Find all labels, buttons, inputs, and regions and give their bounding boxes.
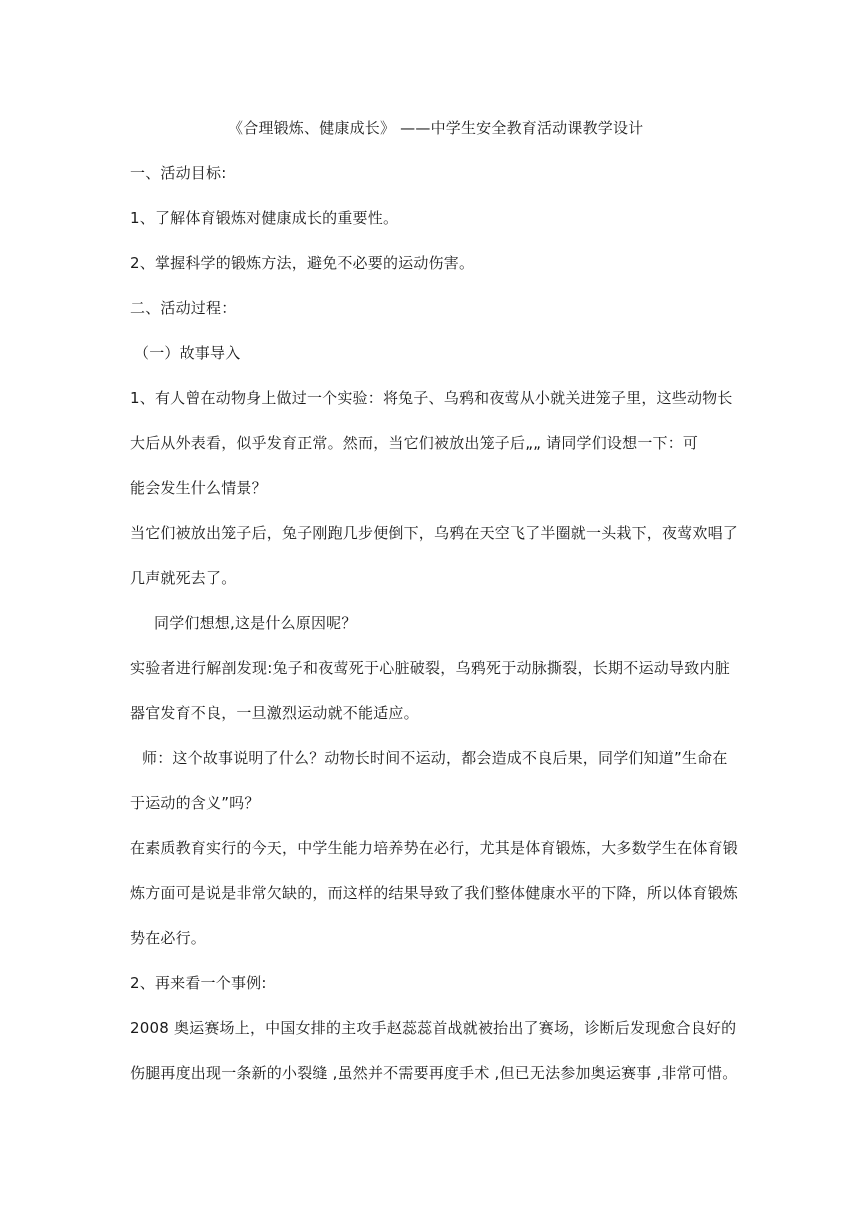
paragraph-line: 师：这个故事说明了什么？动物长时间不运动，都会造成不良后果，同学们知道”生命在 xyxy=(142,749,728,767)
paragraph-line: 器官发育不良，一旦激烈运动就不能适应。 xyxy=(130,704,419,722)
paragraph-line: 实验者进行解剖发现:兔子和夜莺死于心脏破裂，乌鸦死于动脉撕裂，长期不运动导致内脏 xyxy=(130,659,730,677)
paragraph-line: 同学们想想,这是什么原因呢？ xyxy=(154,614,357,632)
paragraph-line: 当它们被放出笼子后，兔子刚跑几步便倒下，乌鸦在天空飞了半圈就一头栽下，夜莺欢唱了 xyxy=(130,524,739,542)
paragraph-line: 2、掌握科学的锻炼方法，避免不必要的运动伤害。 xyxy=(130,254,475,272)
paragraph-line: 大后从外表看，似乎发育正常。然而，当它们被放出笼子后„„ 请同学们设想一下：可 xyxy=(130,434,699,452)
paragraph-line: 炼方面可是说是非常欠缺的，而这样的结果导致了我们整体健康水平的下降，所以体育锻炼 xyxy=(130,884,739,902)
section-heading: 二、活动过程： xyxy=(130,299,237,317)
paragraph-line: 在素质教育实行的今天，中学生能力培养势在必行，尤其是体育锻炼，大多数学生在体育锻 xyxy=(130,839,739,857)
section-heading: 一、活动目标: xyxy=(130,164,227,182)
paragraph-line: 能会发生什么情景？ xyxy=(130,479,267,497)
paragraph-line: 1、有人曾在动物身上做过一个实验：将兔子、乌鸦和夜莺从小就关进笼子里，这些动物长 xyxy=(130,389,733,407)
paragraph-line: 2、再来看一个事例: xyxy=(130,974,267,992)
paragraph-line: 2008 奥运赛场上，中国女排的主攻手赵蕊蕊首战就被抬出了赛场，诊断后发现愈合良好的 xyxy=(130,1019,737,1037)
paragraph-line: 1、了解体育锻炼对健康成长的重要性。 xyxy=(130,209,399,227)
paragraph-line: 伤腿再度出现一条新的小裂缝 ,虽然并不需要再度手术 ,但已无法参加奥运赛事 ,非常可惜。 xyxy=(130,1064,738,1082)
paragraph-line: 于运动的含义”吗？ xyxy=(130,794,260,812)
paragraph-line: 势在必行。 xyxy=(130,929,207,947)
paragraph-line: 几声就死去了。 xyxy=(130,569,237,587)
document-title: 《合理锻炼、健康成长》 ——中学生安全教育活动课教学设计 xyxy=(228,119,644,137)
subsection-heading: （一）故事导入 xyxy=(134,344,241,362)
